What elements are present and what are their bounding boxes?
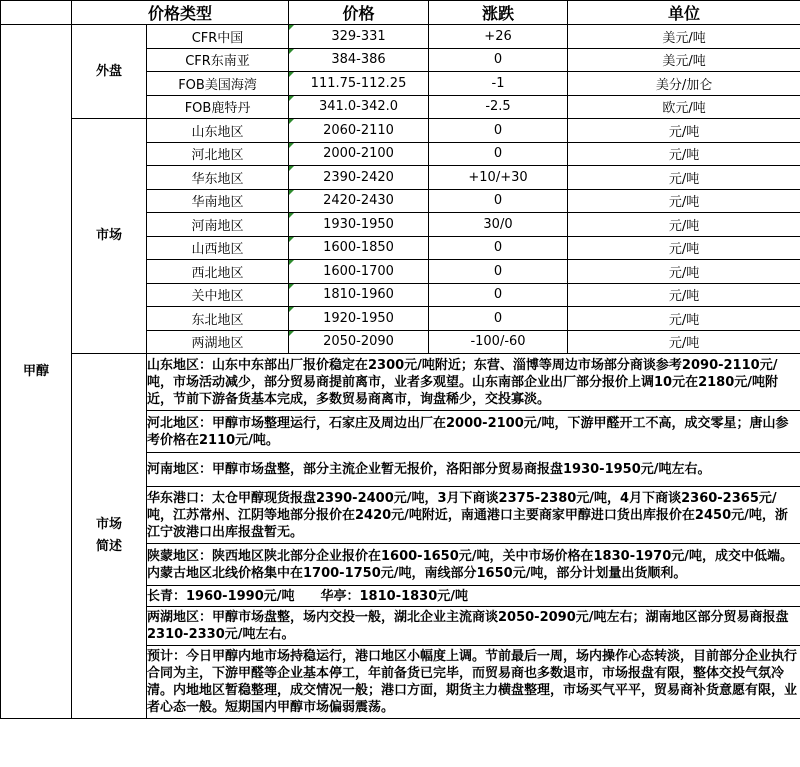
row-price: 2390-2420 — [289, 166, 429, 190]
row-unit: 欧元/吨 — [568, 95, 800, 119]
summary-label-line1: 市场 — [95, 517, 122, 532]
note-shaanxi-inner-mongolia: 陕蒙地区：陕西地区陕北部分企业报价在1600-1650元/吨，关中市场价格在1830-1970元/吨，成交中低端。内蒙古地区北线价格集中在1700-1750元/吨，南线部分1650元/吨，部分计划量出货顺利。 — [147, 544, 800, 586]
row-price: 1920-1950 — [289, 307, 429, 331]
row-change: 0 — [429, 283, 568, 307]
row-change: 0 — [429, 260, 568, 284]
note-row — [1, 354, 800, 411]
row-price: 2000-2100 — [289, 142, 429, 166]
note-shandong: 山东地区：山东中东部出厂报价稳定在2300元/吨附近；东营、淄博等周边市场部分商谈参考2090-2110元/吨，市场活动减少，部分贸易商提前离市，业者多观望。山东南部企业出厂部分报价上调10元在2180元/吨附近，节前下游备货基本完成，多数贸易商离市，询盘稀少，交投寡淡。 — [147, 354, 800, 411]
row-unit: 元/吨 — [568, 189, 800, 213]
row-change: 0 — [429, 119, 568, 143]
row-name: 山西地区 — [147, 236, 289, 260]
row-change: -100/-60 — [429, 330, 568, 354]
row-price: 2060-2110 — [289, 119, 429, 143]
row-change: 0 — [429, 236, 568, 260]
row-change: 0 — [429, 48, 568, 72]
row-price: 1930-1950 — [289, 213, 429, 237]
note-hebei: 河北地区：甲醇市场整理运行，石家庄及周边出厂在2000-2100元/吨，下游甲醛开工不高，成交零星；唐山参考价格在2110元/吨。 — [147, 411, 800, 453]
header-unit: 单位 — [568, 1, 800, 25]
row-unit: 元/吨 — [568, 119, 800, 143]
row-unit: 元/吨 — [568, 260, 800, 284]
row-name: CFR东南亚 — [147, 48, 289, 72]
note-changqing-huating: 长青：1960-1990元/吨 华亭：1810-1830元/吨 — [147, 586, 800, 607]
header-price: 价格 — [289, 1, 429, 25]
row-unit: 元/吨 — [568, 213, 800, 237]
row-change: 0 — [429, 189, 568, 213]
row-name: 河北地区 — [147, 142, 289, 166]
summary-label-line2: 简述 — [95, 539, 122, 554]
row-unit: 元/吨 — [568, 166, 800, 190]
row-name: CFR中国 — [147, 25, 289, 49]
row-name: 山东地区 — [147, 119, 289, 143]
row-unit: 元/吨 — [568, 283, 800, 307]
row-name: FOB鹿特丹 — [147, 95, 289, 119]
market-summary-label — [72, 354, 147, 719]
row-change: -2.5 — [429, 95, 568, 119]
row-change: +26 — [429, 25, 568, 49]
row-price: 111.75-112.25 — [289, 72, 429, 96]
foreign-market-label: 外盘 — [72, 25, 147, 119]
row-name: FOB美国海湾 — [147, 72, 289, 96]
note-henan: 河南地区：甲醇市场盘整，部分主流企业暂无报价，洛阳部分贸易商报盘1930-1950元/吨左右。 — [147, 453, 800, 487]
row-name: 关中地区 — [147, 283, 289, 307]
header-row — [1, 1, 800, 25]
row-price: 1600-1850 — [289, 236, 429, 260]
product-name: 甲醇 — [1, 25, 72, 719]
row-unit: 元/吨 — [568, 236, 800, 260]
note-east-china-port: 华东港口：太仓甲醇现货报盘2390-2400元/吨，3月下商谈2375-2380元/吨，4月下商谈2360-2365元/吨，江苏常州、江阴等地部分报价在2420元/吨附近，南通港口主要商家甲醇进口货出库报价在2450元/吨，浙江宁波港口出库报盘暂无。 — [147, 487, 800, 544]
row-unit: 美元/吨 — [568, 48, 800, 72]
row-unit: 美分/加仑 — [568, 72, 800, 96]
row-price: 341.0-342.0 — [289, 95, 429, 119]
header-corner — [1, 1, 72, 25]
row-name: 西北地区 — [147, 260, 289, 284]
row-unit: 元/吨 — [568, 330, 800, 354]
row-price: 2420-2430 — [289, 189, 429, 213]
note-forecast: 预计：今日甲醇内地市场持稳运行，港口地区小幅度上调。节前最后一周，场内操作心态转淡，目前部分企业执行合同为主，下游甲醛等企业基本停工，年前备货已完毕，而贸易商也多数退市，市场报盘有限，整体交投气氛冷清。内地地区暂稳整理，成交情况一般；港口方面，期货主力横盘整理，市场买气平平，贸易商补货意愿有限，业者心态一般。短期国内甲醇市场偏弱震荡。 — [147, 646, 800, 719]
note-hubei-hunan: 两湖地区：甲醇市场盘整，场内交投一般，湖北企业主流商谈2050-2090元/吨左右；湖南地区部分贸易商报盘2310-2330元/吨左右。 — [147, 607, 800, 646]
domestic-market-label: 市场 — [72, 119, 147, 354]
row-price: 329-331 — [289, 25, 429, 49]
row-price: 384-386 — [289, 48, 429, 72]
row-name: 东北地区 — [147, 307, 289, 331]
row-price: 1810-1960 — [289, 283, 429, 307]
row-change: 30/0 — [429, 213, 568, 237]
row-price: 2050-2090 — [289, 330, 429, 354]
row-name: 河南地区 — [147, 213, 289, 237]
header-product-type: 价格类型 — [72, 1, 289, 25]
row-unit: 美元/吨 — [568, 25, 800, 49]
table-row — [1, 25, 800, 49]
row-change: -1 — [429, 72, 568, 96]
row-name: 两湖地区 — [147, 330, 289, 354]
header-change: 涨跌 — [429, 1, 568, 25]
row-name: 华南地区 — [147, 189, 289, 213]
row-change: +10/+30 — [429, 166, 568, 190]
row-price: 1600-1700 — [289, 260, 429, 284]
table-row — [1, 119, 800, 143]
row-change: 0 — [429, 307, 568, 331]
row-unit: 元/吨 — [568, 307, 800, 331]
row-name: 华东地区 — [147, 166, 289, 190]
row-change: 0 — [429, 142, 568, 166]
row-unit: 元/吨 — [568, 142, 800, 166]
